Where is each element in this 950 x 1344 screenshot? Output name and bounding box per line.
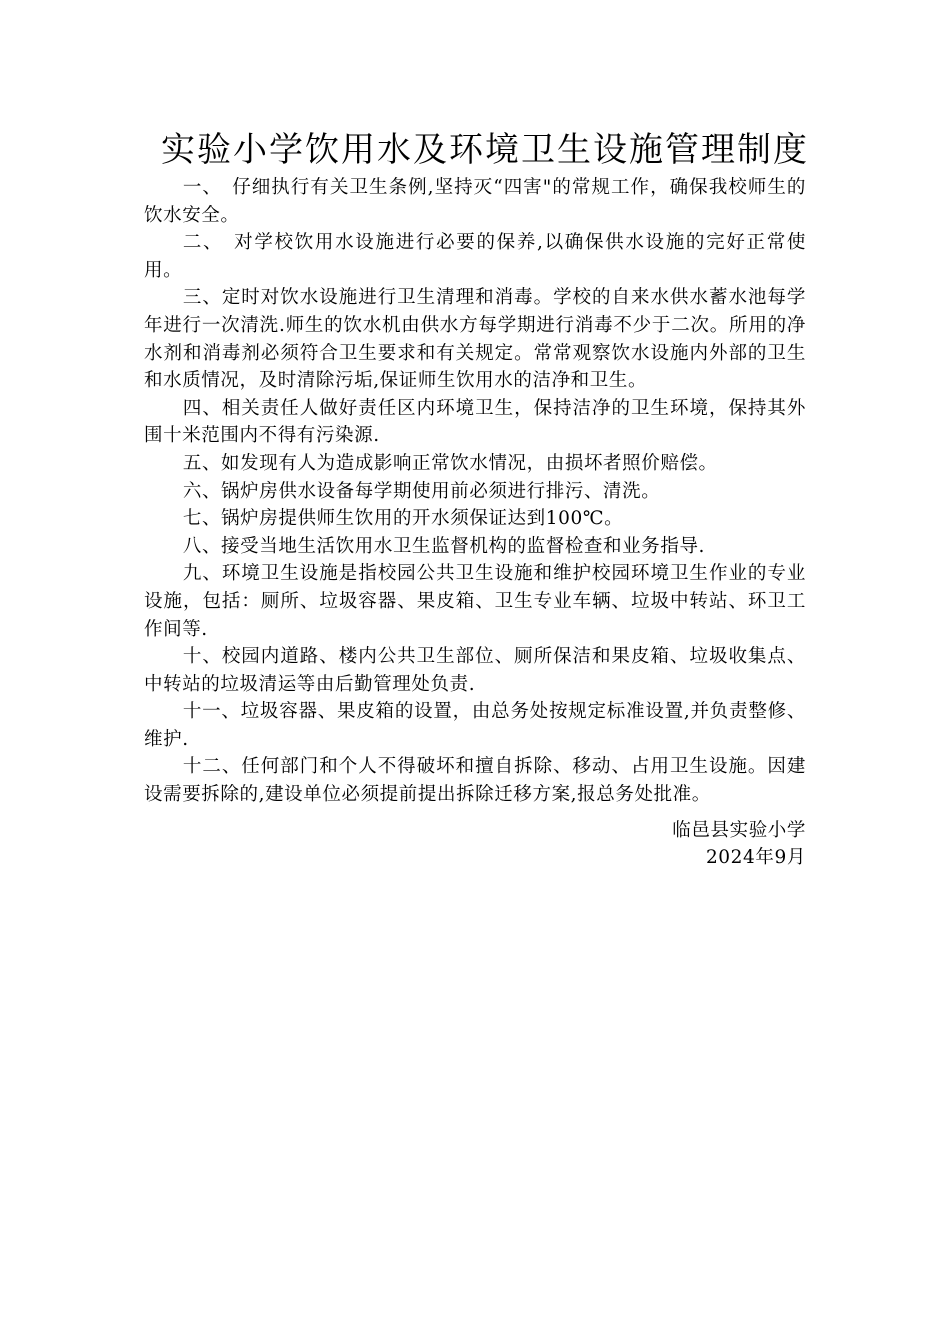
- signature-date: 2024年9月: [705, 847, 806, 869]
- paragraph-10: 十、校园内道路、楼内公共卫生部位、厕所保洁和果皮箱、垃圾收集点、中转站的垃圾清运等由后勤管理处负责.: [144, 646, 806, 695]
- paragraph-9: 九、环境卫生设施是指校园公共卫生设施和维护校园环境卫生作业的专业设施，包括：厕所、垃圾容器、果皮箱、卫生专业车辆、垃圾中转站、环卫工作间等.: [144, 563, 806, 640]
- paragraph-2: 二、 对学校饮用水设施进行必要的保养,以确保供水设施的完好正常使用。: [144, 232, 806, 281]
- paragraph-8: 八、接受当地生活饮用水卫生监督机构的监督检查和业务指导.: [182, 535, 706, 557]
- paragraph-4: 四、相关责任人做好责任区内环境卫生，保持洁净的卫生环境，保持其外围十米范围内不得有污染源.: [144, 397, 806, 447]
- paragraph-5: 五、如发现有人为造成影响正常饮水情况，由损坏者照价赔偿。: [182, 452, 718, 474]
- paragraph-6: 六、锅炉房供水设备每学期使用前必须进行排污、清洗。: [182, 480, 661, 502]
- paragraph-1: 一、 仔细执行有关卫生条例,坚持灭“四害"的常规工作，确保我校师生的饮水安全。: [144, 177, 806, 226]
- paragraph-12: 十二、任何部门和个人不得破坏和擅自拆除、移动、占用卫生设施。因建设需要拆除的,建设单位必须提前提出拆除迁移方案,报总务处批准。: [144, 756, 806, 806]
- paragraph-3: 三、定时对饮水设施进行卫生清理和消毒。学校的自来水供水蓄水池每学年进行一次清洗.师生的饮水机由供水方每学期进行消毒不少于二次。所用的净水剂和消毒剂必须符合卫生要求和有关规定。常常观察饮水设施内外部的卫生和水质情况，及时清除污垢,保证师生饮用水的洁净和卫生。: [144, 287, 806, 392]
- signature-organization: 临邑县实验小学: [672, 819, 806, 841]
- paragraph-11: 十一、垃圾容器、果皮箱的设置，由总务处按规定标准设置,并负责整修、维护.: [144, 701, 806, 750]
- paragraph-7: 七、锅炉房提供师生饮用的开水须保证达到100℃。: [182, 508, 624, 530]
- document-title: 实验小学饮用水及环境卫生设施管理制度: [161, 130, 809, 170]
- document-body: [144, 174, 806, 872]
